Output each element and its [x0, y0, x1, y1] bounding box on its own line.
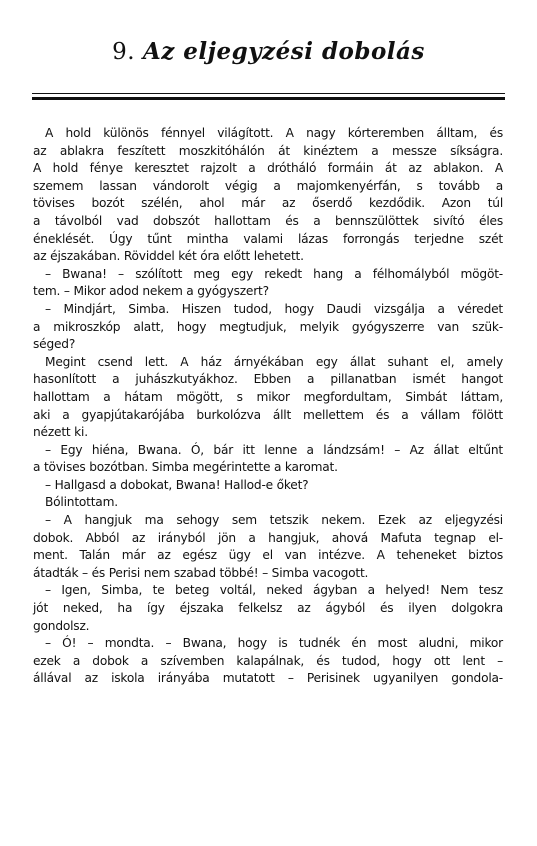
text-line: A hold fénye keresztet rajzolt a drótháló formáin át az ablakon. A: [33, 161, 503, 176]
text-line: állával az iskola irányába mutatott – Perisinek ugyanilyen gondola-: [33, 671, 503, 686]
text-line: a mikroszkóp alatt, hogy megtudjuk, melyik gyógyszerre van szük-: [33, 319, 503, 334]
chapter-heading: [0, 38, 537, 65]
text-line: hasonlított a juhászkutyákhoz. Ebben a pillanatban ismét hangot: [33, 372, 503, 387]
text-line: – Igen, Simba, te beteg voltál, neked ágyban a helyed! Nem tesz: [45, 583, 503, 598]
text-line: Megint csend lett. A ház árnyékában egy állat suhant el, amely: [45, 354, 503, 369]
text-line: gondolsz.: [33, 618, 90, 633]
text-line: aki a gyapjútakarójába burkolózva állt mellettem és a vállam fölött: [33, 407, 503, 422]
text-line: ezek a dobok a szívemben kalapálnak, és tudod, hogy ott lent –: [33, 653, 503, 668]
text-line: az éjszakában. Röviddel két óra előtt lehetett.: [33, 249, 304, 264]
text-line: – Bwana! – szólított meg egy rekedt hang a félhomályból mögöt-: [45, 266, 503, 281]
text-line: dobok. Abból az irányból jön a hangjuk, ahová Mafuta tegnap el-: [33, 530, 503, 545]
text-line: A hold különös fénnyel világított. A nagy kórteremben álltam, és: [45, 126, 503, 140]
text-line: tem. – Mikor adod nekem a gyógyszert?: [33, 284, 269, 299]
heading-rule-thick: [32, 97, 505, 100]
chapter-number: 9.: [112, 39, 136, 65]
text-line: Bólintottam.: [45, 495, 118, 510]
text-line: séged?: [33, 337, 76, 352]
text-line: jót neked, ha így éjszaka felkelsz az ágyból és ilyen dolgokra: [33, 601, 503, 616]
text-line: tövises bozót szélén, ahol már az őserdő kezdődik. Azon túl: [33, 196, 503, 211]
text-line: – Egy hiéna, Bwana. Ó, bár itt lenne a lándzsám! – Az állat eltűnt: [45, 442, 503, 457]
text-line: az ablakra feszített moszkitóhálón át kinéztem a messze síkságra.: [33, 143, 503, 158]
text-line: átadták – és Perisi nem szabad többé! – Simba vacogott.: [33, 565, 369, 580]
text-line: a tövises bozótban. Simba megérintette a karomat.: [33, 460, 338, 475]
heading-rule-thin: [32, 93, 505, 94]
body-text: [33, 125, 503, 688]
text-line: szemem lassan vándorolt végig a majomkenyérfán, s tovább a: [33, 178, 503, 193]
text-line: nézett ki.: [33, 425, 88, 440]
text-line: hallottam a hátam mögött, s mikor megfordultam, Simbát láttam,: [33, 389, 503, 404]
text-line: a távolból vad dobszót hallottam és a bennszülöttek sivító éles: [33, 213, 503, 228]
chapter-title: Az eljegyzési dobolás: [142, 38, 425, 65]
text-line: – Ó! – mondta. – Bwana, hogy is tudnék én most aludni, mikor: [45, 636, 503, 651]
text-line: ment. Talán már az egész ügy el van intézve. A teheneket biztos: [33, 548, 503, 563]
text-line: – A hangjuk ma sehogy sem tetszik nekem. Ezek az eljegyzési: [45, 513, 503, 528]
text-line: éneklését. Úgy tűnt mintha valami lázas forrongás terjedne szét: [33, 231, 503, 246]
text-line: – Hallgasd a dobokat, Bwana! Hallod-e őket?: [45, 477, 309, 492]
text-line: – Mindjárt, Simba. Hiszen tudod, hogy Daudi vizsgálja a véredet: [45, 301, 503, 316]
